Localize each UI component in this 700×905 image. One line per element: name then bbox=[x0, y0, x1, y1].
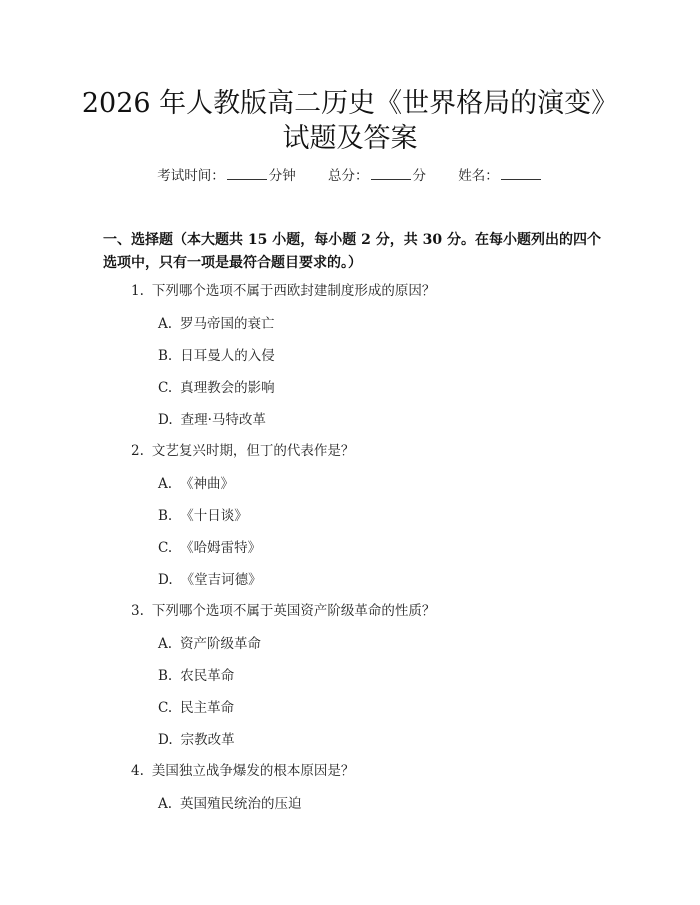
option-letter: A. bbox=[158, 476, 173, 492]
question-2-option-d bbox=[158, 570, 262, 590]
option-letter: D. bbox=[158, 732, 173, 748]
question-1-option-c bbox=[158, 378, 275, 398]
question-2-option-b bbox=[158, 506, 248, 526]
question-1-option-a bbox=[158, 314, 275, 334]
question-1 bbox=[131, 281, 435, 301]
student-name-label: 姓名： bbox=[458, 168, 499, 184]
question-3 bbox=[131, 601, 435, 621]
option-text: 资产阶级革命 bbox=[180, 636, 262, 652]
document-title-line-2: 试题及答案 bbox=[282, 123, 418, 154]
question-4 bbox=[131, 761, 354, 781]
total-score-unit: 分 bbox=[412, 168, 426, 184]
question-2 bbox=[131, 441, 354, 461]
question-3-option-a bbox=[158, 634, 261, 654]
option-text: 《神曲》 bbox=[180, 476, 235, 492]
option-text: 查理·马特改革 bbox=[180, 412, 266, 428]
total-score-field bbox=[328, 166, 426, 186]
option-letter: D. bbox=[158, 412, 173, 428]
question-3-option-d bbox=[158, 730, 235, 750]
option-text: 英国殖民统治的压迫 bbox=[180, 796, 302, 812]
question-1-option-d bbox=[158, 410, 266, 430]
question-3-option-c bbox=[158, 698, 234, 718]
question-number: 1. bbox=[131, 283, 144, 299]
option-text: 《堂吉诃德》 bbox=[180, 572, 262, 588]
option-text: 《十日谈》 bbox=[180, 508, 248, 524]
total-score-blank bbox=[371, 167, 411, 180]
total-score-label: 总分： bbox=[328, 168, 369, 184]
question-text: 下列哪个选项不属于西欧封建制度形成的原因？ bbox=[151, 283, 436, 299]
option-letter: B. bbox=[158, 508, 173, 524]
document-title-line-1: 2026 年人教版高二历史《世界格局的演变》 bbox=[81, 88, 619, 119]
option-letter: B. bbox=[158, 348, 173, 364]
question-4-option-a bbox=[158, 794, 302, 814]
option-letter: A. bbox=[158, 316, 173, 332]
option-text: 民主革命 bbox=[180, 700, 235, 716]
question-number: 2. bbox=[131, 443, 144, 459]
question-text: 文艺复兴时期，但丁的代表作是？ bbox=[151, 443, 355, 459]
option-text: 日耳曼人的入侵 bbox=[180, 348, 275, 364]
option-letter: C. bbox=[158, 380, 173, 396]
option-text: 真理教会的影响 bbox=[180, 380, 275, 396]
question-text: 美国独立战争爆发的根本原因是？ bbox=[151, 763, 355, 779]
option-letter: D. bbox=[158, 572, 173, 588]
student-name-blank bbox=[501, 167, 541, 180]
option-letter: B. bbox=[158, 668, 173, 684]
option-letter: C. bbox=[158, 700, 173, 716]
exam-time-field bbox=[157, 166, 296, 186]
question-number: 3. bbox=[131, 603, 144, 619]
exam-time-unit: 分钟 bbox=[268, 168, 296, 184]
question-3-option-b bbox=[158, 666, 234, 686]
option-letter: A. bbox=[158, 636, 173, 652]
exam-info-line bbox=[0, 166, 700, 186]
exam-time-label: 考试时间： bbox=[157, 168, 225, 184]
option-letter: A. bbox=[158, 796, 173, 812]
option-text: 农民革命 bbox=[180, 668, 235, 684]
question-2-option-a bbox=[158, 474, 234, 494]
option-text: 罗马帝国的衰亡 bbox=[180, 316, 275, 332]
question-1-option-b bbox=[158, 346, 275, 366]
exam-time-blank bbox=[227, 167, 267, 180]
question-text: 下列哪个选项不属于英国资产阶级革命的性质？ bbox=[151, 603, 436, 619]
section-heading: 一、选择题（本大题共 15 小题，每小题 2 分，共 30 分。在每小题列出的四个选项中，只有一项是最符合题目要求的。） bbox=[103, 232, 601, 271]
student-name-field bbox=[458, 166, 543, 186]
option-text: 《哈姆雷特》 bbox=[180, 540, 262, 556]
question-number: 4. bbox=[131, 763, 144, 779]
question-2-option-c bbox=[158, 538, 261, 558]
option-text: 宗教改革 bbox=[180, 732, 235, 748]
option-letter: C. bbox=[158, 540, 173, 556]
